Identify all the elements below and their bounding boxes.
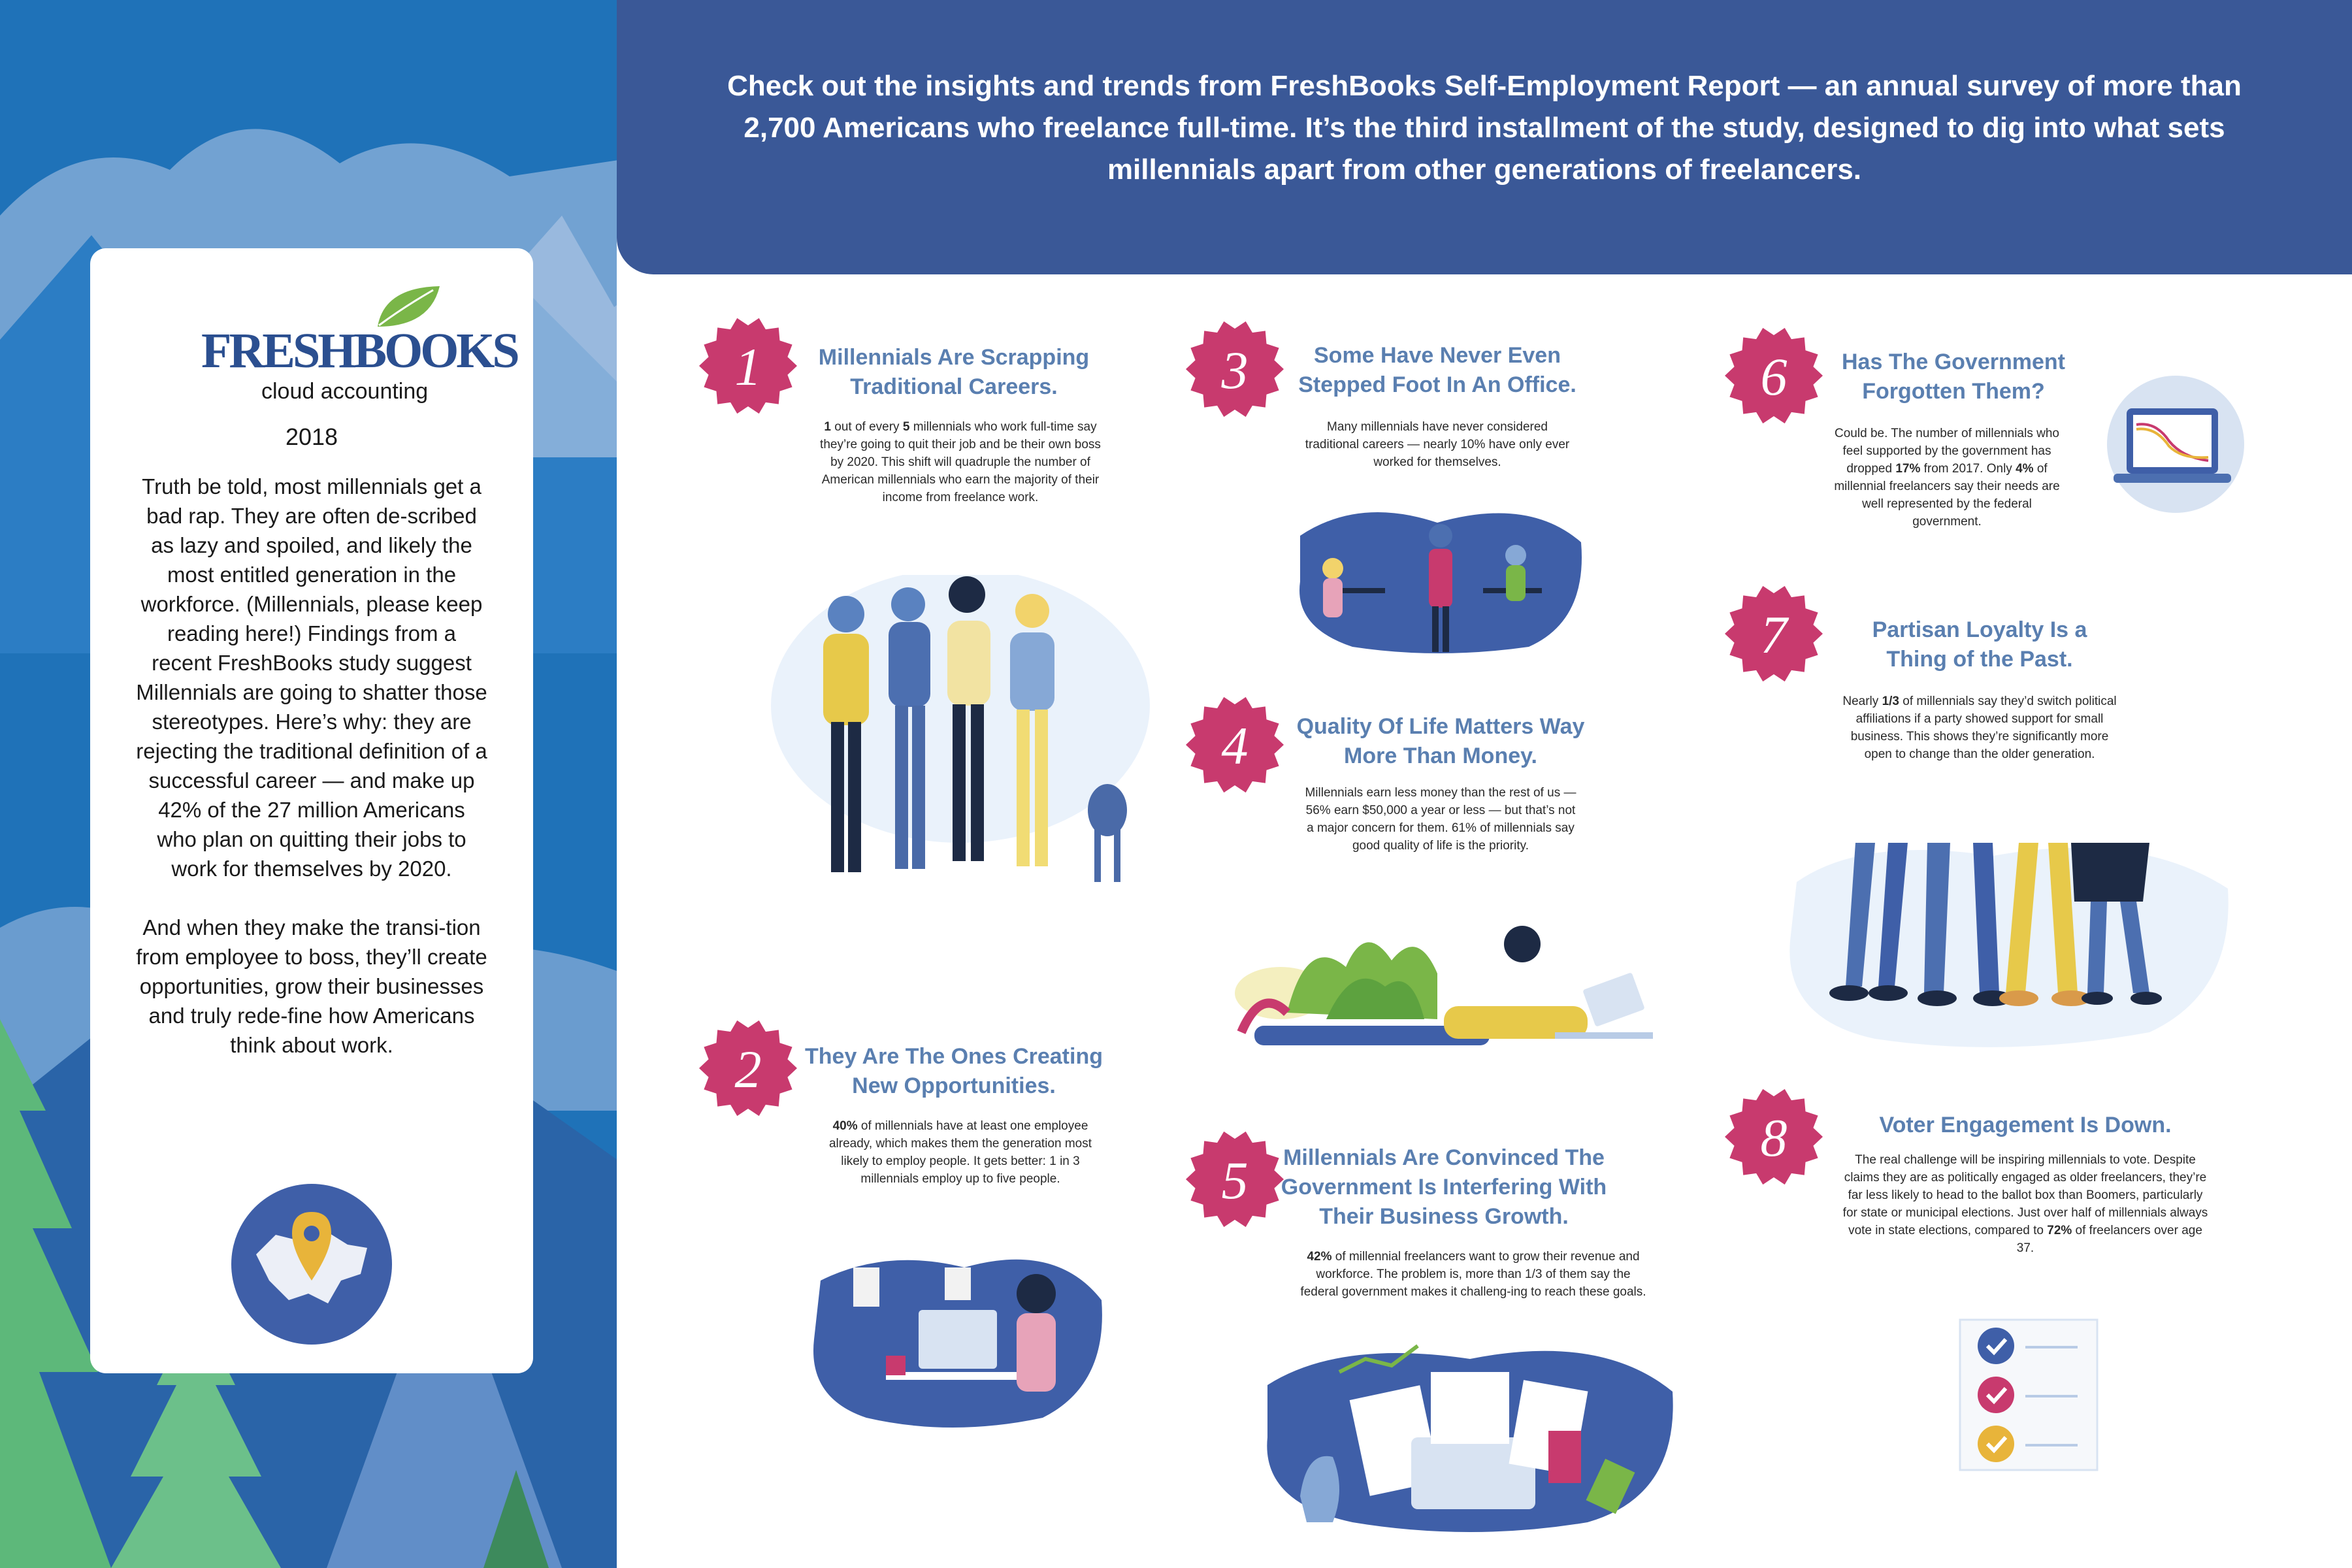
- section-title-3: Some Have Never Even Stepped Foot In An Office.: [1298, 343, 1576, 397]
- highlight-stat: 42%: [1307, 1250, 1332, 1264]
- body-text: of millennials have at least one employee already, which makes them the generation most likely to employ people. It gets better: 1 in 3 millennials employ up to five people.: [828, 1119, 1092, 1186]
- highlight-stat: 4%: [2016, 462, 2034, 476]
- body-text: of millennials say they’d switch political affiliations if a party showed support for small business. This shows they’re significantly more open to change than the older generation.: [1850, 694, 2117, 761]
- section-title-1: Millennials Are Scrapping Traditional Careers.: [818, 345, 1090, 399]
- badge-number: 8: [1760, 1108, 1788, 1168]
- intro-paragraph-1: Truth be told, most millennials get a bad rap. They are often de-scribed as lazy and spoiled, and likely the most entitled generation in the workforce. (Millennials, please keep reading here!) Findings from a recent FreshBooks study suggest Millennials are going to shatter those stereotypes. Here’s why: they are rejecting the traditional definition of a successful career — and make up 42% of the 27 million Americans who plan on quitting their jobs to work for themselves by 2020.: [136, 474, 487, 881]
- office-desk-illustration: [808, 1241, 1108, 1437]
- office-coworkers-illustration: [1294, 497, 1588, 660]
- highlight-stat: 72%: [2047, 1224, 2072, 1237]
- badge-number: 7: [1760, 605, 1788, 664]
- finance-documents-illustration: [1261, 1333, 1679, 1542]
- badge-number: 2: [734, 1039, 762, 1099]
- section-body-3: [1300, 418, 1575, 471]
- section-title-5: Millennials Are Convinced The Government Is Interfering With Their Business Growth.: [1281, 1145, 1607, 1229]
- section-body-4: [1303, 784, 1578, 855]
- badge-number: 4: [1221, 716, 1249, 776]
- section-body-6: [1829, 425, 2065, 531]
- body-text: Could be. The number of millennials who feel supported by the government has dropped: [1835, 427, 2059, 476]
- body-text: of millennial freelancers want to grow their revenue and workforce. The problem is, more than 1/3 of them say the federal government makes it challeng-ing to reach these goals.: [1300, 1250, 1646, 1299]
- body-text: Many millennials have never considered traditional careers — nearly 10% have only ever worked for themselves.: [1305, 420, 1570, 469]
- body-text: The real challenge will be inspiring millennials to vote. Despite claims they are as politically engaged as older freelancers, they’re far less likely to head to the ballot box than Boomers, particularly for state or municipal elections. Just over half of millennials always vote in state elections, compared to: [1842, 1153, 2208, 1237]
- highlight-stat: 1: [824, 420, 831, 434]
- report-year: 2018: [285, 423, 338, 450]
- number-badge-7: [1725, 585, 1823, 683]
- relaxing-person-illustration: [1228, 908, 1673, 1058]
- laptop-chart-icon: [2097, 376, 2247, 513]
- body-text: out of every: [831, 420, 903, 434]
- section-title-4: Quality Of Life Matters Way More Than Money.: [1296, 714, 1585, 768]
- header-intro-text: Check out the insights and trends from FreshBooks Self-Employment Report — an annual survey of more than 2,700 Americans who freelance full-time. It’s the third installment of the study, designed to dig into what sets millennials apart from other generations of freelancers.: [727, 70, 2242, 186]
- intro-text: [136, 472, 487, 1060]
- logo-wordmark: FRESHBOOKS: [201, 323, 517, 378]
- body-text: Millennials earn less money than the rest of us — 56% earn $50,000 a year or less — but that’s not a major concern for them. 61% of millennials say good quality of life is the priority.: [1305, 786, 1576, 853]
- body-text: from 2017. Only: [1920, 462, 2016, 476]
- dog: [1088, 784, 1127, 882]
- number-badge-2: [699, 1019, 797, 1117]
- friends-group-illustration: [771, 575, 1150, 915]
- logo-tagline: cloud accounting: [261, 379, 429, 404]
- section-body-7: [1836, 693, 2123, 763]
- section-body-5: [1297, 1248, 1650, 1301]
- badge-number: 1: [734, 337, 762, 397]
- highlight-stat: 5: [902, 420, 910, 434]
- badge-number: 3: [1221, 340, 1249, 400]
- section-title-2: They Are The Ones Creating New Opportunities.: [805, 1044, 1103, 1098]
- badge-number: 5: [1221, 1151, 1249, 1210]
- map-pin-icon: [230, 1183, 393, 1346]
- highlight-stat: 40%: [832, 1119, 858, 1133]
- section-title-8: Voter Engagement Is Down.: [1879, 1113, 2172, 1137]
- section-body-2: [817, 1117, 1104, 1188]
- section-body-8: [1842, 1151, 2208, 1257]
- intro-card: [90, 248, 533, 1373]
- freshbooks-logo: [201, 281, 517, 405]
- section-title-7: Partisan Loyalty Is a Thing of the Past.: [1872, 617, 2087, 672]
- walking-legs-illustration: [1784, 830, 2234, 1058]
- body-text: millennials who work full-time say they’re going to quit their job and be their own boss by 2020. This shift will quadruple the number of American millennials who earn the majority of their income from freelance work.: [820, 420, 1101, 504]
- highlight-stat: 1/3: [1882, 694, 1899, 708]
- checklist-icon: [1953, 1313, 2104, 1477]
- intro-paragraph-2: And when they make the transi-tion from employee to boss, they’ll create opportunities, grow their businesses and truly rede-fine how Americans think about work.: [136, 915, 487, 1057]
- section-title-6: Has The Government Forgotten Them?: [1842, 350, 2065, 404]
- body-text: of freelancers over age 37.: [2016, 1224, 2202, 1255]
- highlight-stat: 17%: [1895, 462, 1921, 476]
- header-banner: [617, 0, 2352, 274]
- section-body-1: [817, 418, 1104, 506]
- badge-number: 6: [1760, 347, 1788, 406]
- body-text: Nearly: [1842, 694, 1882, 708]
- number-badge-1: [699, 317, 797, 415]
- body-text: of millennial freelancers say their needs are well represented by the federal government.: [1834, 462, 2060, 529]
